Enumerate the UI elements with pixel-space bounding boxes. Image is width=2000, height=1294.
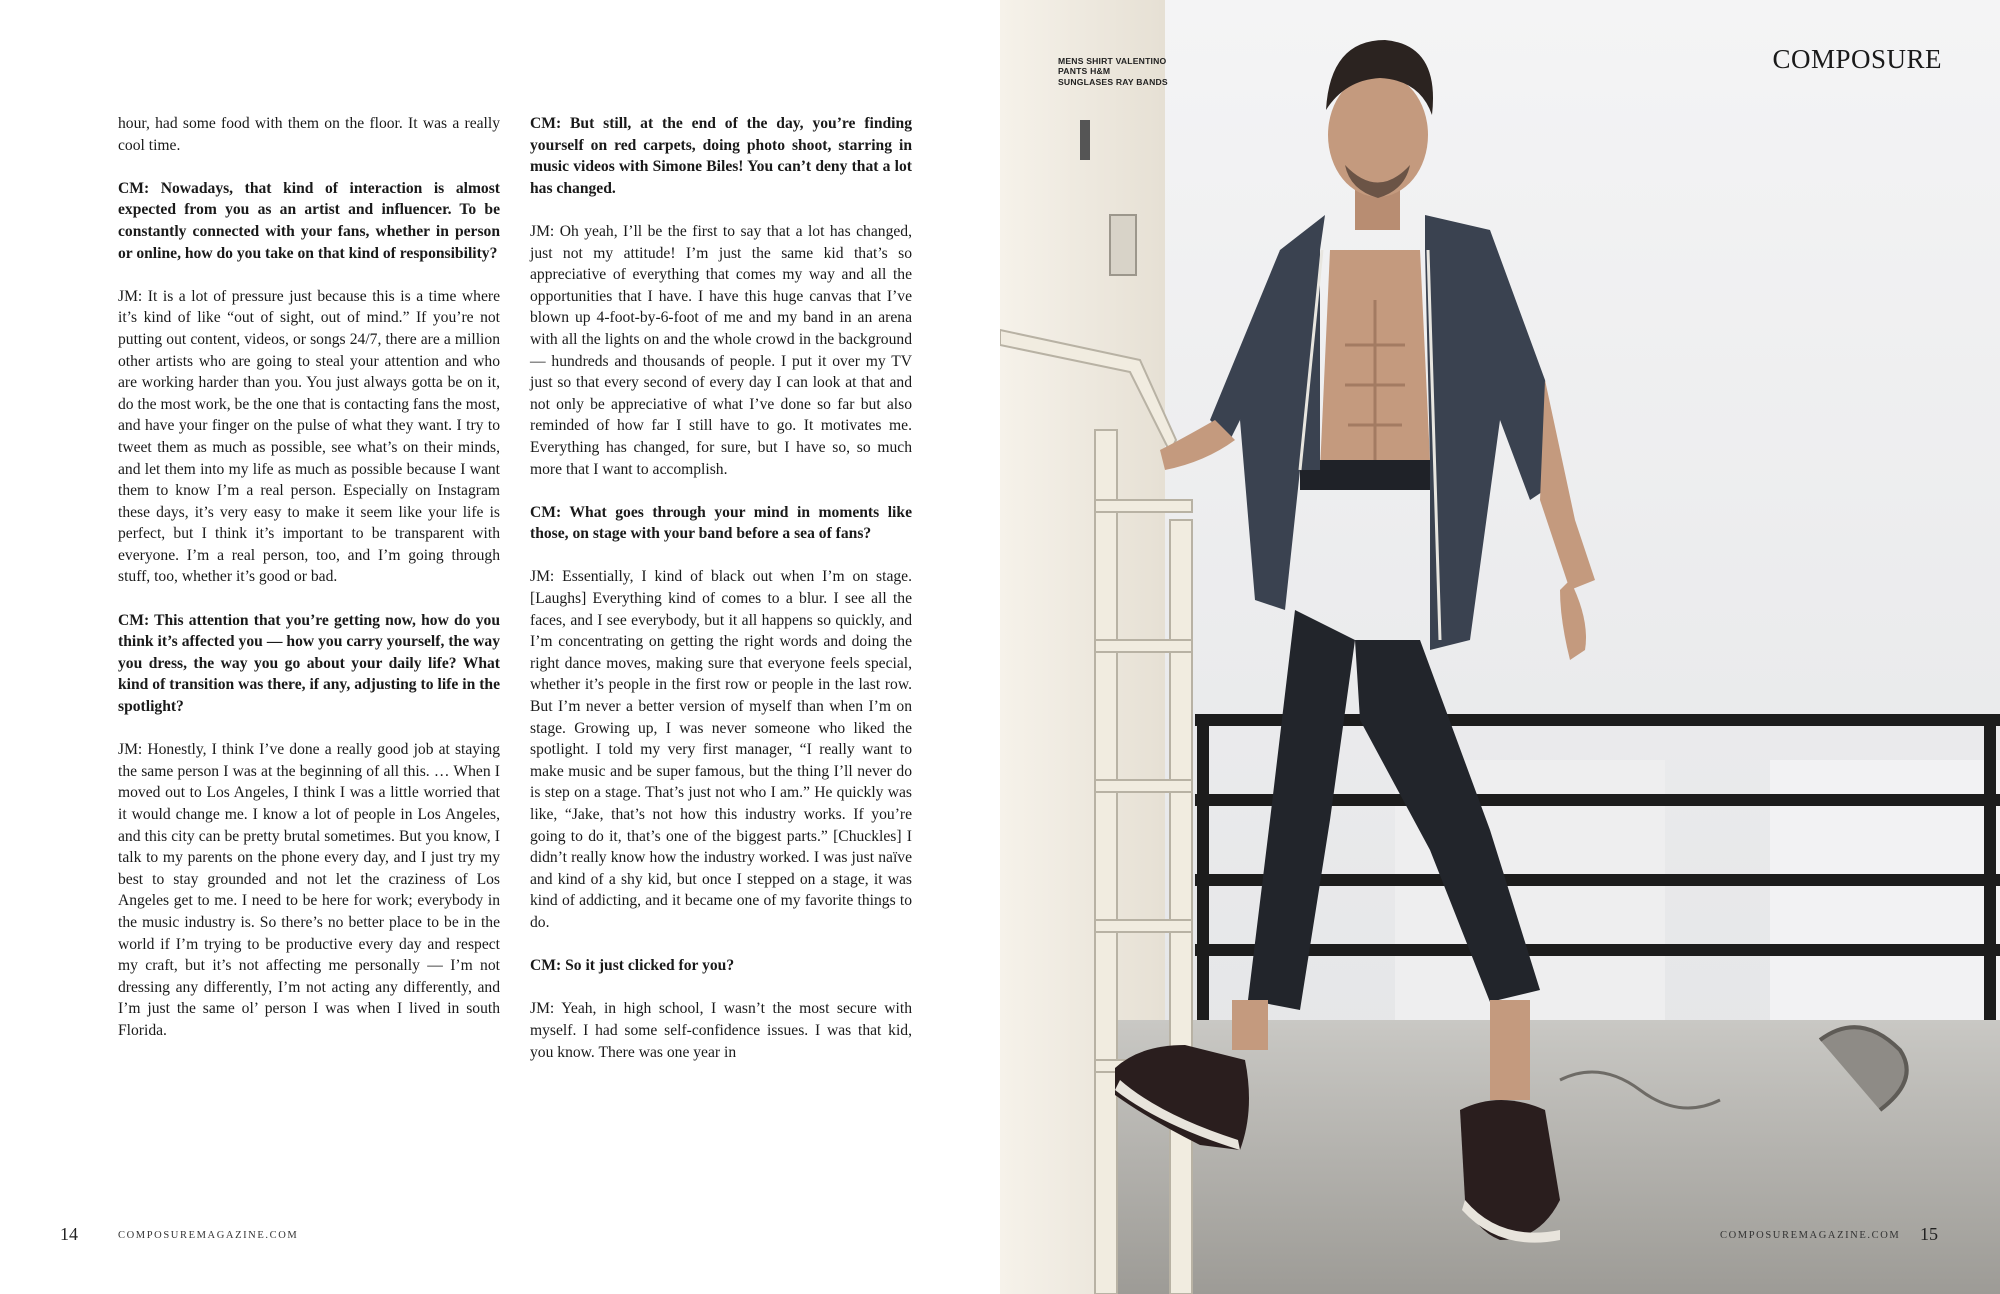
article-column-1 xyxy=(118,113,500,1063)
answer-paragraph: JM: Yeah, in high school, I wasn’t the most secure with myself. I had some self-confidence issues. I was that kid, you know. There was one year in xyxy=(530,1000,912,1061)
question-paragraph: CM: Nowadays, that kind of interaction is almost expected from you as an artist and influencer. To be constantly connected with your fans, whether in person or online, how do you take on that kind of responsibility? xyxy=(118,179,500,262)
answer-paragraph: JM: Essentially, I kind of black out when I’m on stage. [Laughs] Everything kind of comes to a blur. I see all the faces, and I see everybody, but it all happens so quickly, and I’m concentrating on getting the right words and doing the right dance moves, making sure that everyone feels special, whether it’s people in the first row or people in the last row. But I’m never a better version of myself than when I’m on stage. Growing up, I was never someone who liked the spotlight. I told my very first manager, “I really want to make music and be super famous, but the thing I’ll never do is step on a stage. That’s just not who I am.” He quickly was like, “Jake, that’s not how this industry works. If you’re going to do it, that’s one of the biggest parts.” [Chuckles] I didn’t really know how the industry worked. I was just naïve and kind of a shy kid, but once I stepped on a stage, it was kind of addicting, and it became one of my favorite things to do. xyxy=(530,568,912,931)
magazine-masthead: COMPOSURE xyxy=(1772,44,1942,74)
question-paragraph: CM: What goes through your mind in moments like those, on stage with your band before a sea of fans? xyxy=(530,503,912,543)
answer-paragraph: JM: Honestly, I think I’ve done a really good job at staying the same person I was at the beginning of all this. … When I moved out to Los Angeles, I think I was a little worried that it would change me. I know a lot of people in Los Angeles, and this city can be pretty brutal sometimes. But you know, I talk to my parents on the phone every day, and I just try my best to stay grounded and not let the craziness of Los Angeles get to me. I need to be here for work; everybody in the music industry is. So there’s no better place to be in the world if I’m trying to be productive every day and respect my craft, but it’s not affecting me personally — I’m not dressing any differently, I’m not acting any differently, and I’m just the same ol’ person I was when I lived in south Florida. xyxy=(118,741,500,1039)
page-number-right: 15 xyxy=(1920,1224,1938,1244)
question-paragraph: CM: So it just clicked for you? xyxy=(530,957,735,975)
answer-paragraph: hour, had some food with them on the floor. It was a really cool time. xyxy=(118,115,500,154)
fashion-photo xyxy=(1000,0,2000,1294)
article-column-2 xyxy=(530,113,912,1085)
credit-line: PANTS H&M xyxy=(1058,66,1111,77)
page-number-left: 14 xyxy=(60,1224,78,1244)
credit-line: MENS SHIRT VALENTINO xyxy=(1058,56,1167,66)
answer-paragraph: JM: It is a lot of pressure just because this is a time where it’s kind of like “out of sight, out of mind.” If you’re not putting out content, videos, or songs 24/7, there are a million other artists who are going to steal your attention and who are working harder than you. You just always gotta be on it, do the most work, be the one that is contacting fans the most, and have your finger on the pulse of what they want. I try to tweet them as much as possible, see what’s on their minds, and let them into my life as much as possible because I want them to know I’m a real person. Especially on Instagram these days, it’s very easy to make it seem like your life is perfect, but I think it’s important to be transparent with everyone. I’m a real person, too, and I’m going through stuff, too, whether it’s good or bad. xyxy=(118,287,500,586)
website-footer-right: COMPOSUREMAGAZINE.COM xyxy=(1720,1230,1901,1241)
credit-line: SUNGLASES RAY BANDS xyxy=(1058,76,1168,87)
right-page-photo xyxy=(1000,0,2000,1294)
question-paragraph: CM: This attention that you’re getting now, how do you think it’s affected you — how you carry yourself, the way you dress, the way you go about your daily life? What kind of transition was there, if any, adjusting to life in the spotlight? xyxy=(118,611,500,716)
photo-credits xyxy=(1058,56,1168,87)
website-footer-left: COMPOSUREMAGAZINE.COM xyxy=(118,1230,299,1241)
answer-paragraph: JM: Oh yeah, I’ll be the first to say that a lot has changed, just not my attitude! I’m just the same kid that’s so appreciative of everything that comes my way and all the opportunities that I have. I have this huge canvas that I’ve blown up 4-foot-by-6-foot of me and my band in an arena with all the lights on and the whole crowd in the background — hundreds and thousands of people. I put it over my TV just so that every second of every day I can look at that and not only be appreciative of what I’ve done so far but also reminded of how far I still have to go. It motivates me. Everything has changed, for sure, but I have so, so much more that I want to accomplish. xyxy=(530,222,912,478)
question-paragraph: CM: But still, at the end of the day, you’re finding yourself on red carpets, doing photo shoot, starring in music videos with Simone Biles! You can’t deny that a lot has changed. xyxy=(530,115,912,197)
